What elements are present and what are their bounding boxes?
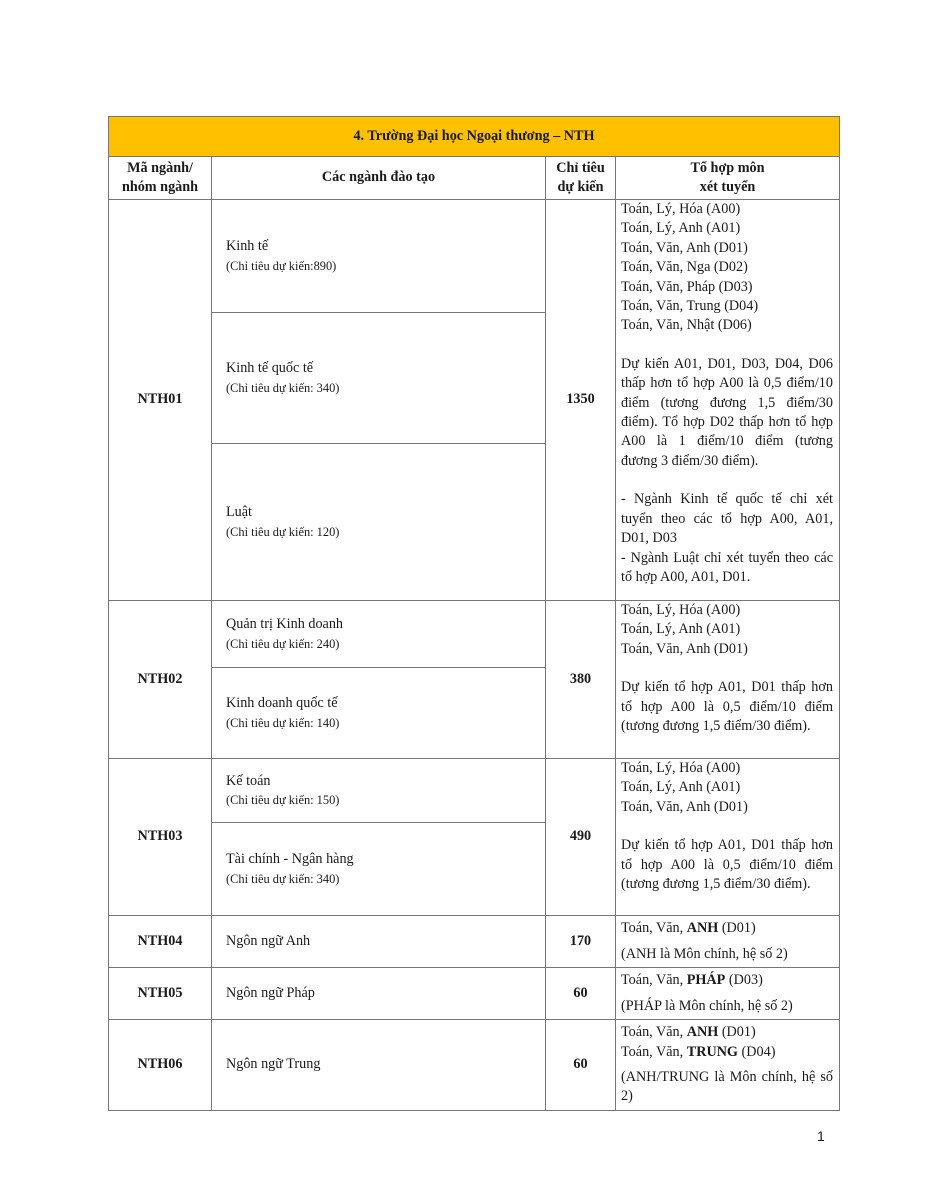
program-name: Kế toán (226, 772, 271, 789)
program-name: Quản trị Kinh doanh (226, 616, 344, 633)
header-line: xét tuyển (699, 179, 756, 195)
header-line: Chỉ tiêu (556, 159, 605, 176)
quota-value: 490 (546, 759, 616, 916)
table-row (109, 601, 840, 668)
program-name: Ngôn ngữ Anh (212, 916, 546, 968)
program-cell (212, 200, 546, 313)
combo-note: Dự kiến tổ hợp A01, D01 thấp hơn tổ hợp A00 là 0,5 điểm/10 điểm (tương đương 1,5 điểm/30 điểm). (621, 837, 833, 893)
combo-line (621, 1023, 833, 1042)
program-quota-note: (Chỉ tiêu dự kiến:890) (226, 258, 337, 273)
program-code: NTH06 (109, 1020, 212, 1111)
column-header-combos (616, 157, 840, 200)
combo-line (621, 919, 833, 938)
program-name: Luật (226, 504, 252, 521)
quota-value: 60 (546, 968, 616, 1020)
title-row (109, 117, 840, 157)
combo-cell (616, 759, 840, 916)
quota-value: 170 (546, 916, 616, 968)
combo-line: Toán, Lý, Anh (A01) (621, 220, 741, 237)
column-header-quota (546, 157, 616, 200)
combo-note: - Ngành Kinh tế quốc tế chỉ xét tuyển theo các tổ hợp A00, A01, D01, D03 (621, 491, 833, 547)
table-row (109, 759, 840, 823)
combo-note: (PHÁP là Môn chính, hệ số 2) (621, 997, 793, 1014)
main-subject: PHÁP (686, 972, 726, 989)
combo-cell (616, 916, 840, 968)
program-quota-note: (Chỉ tiêu dự kiến: 340) (226, 380, 340, 395)
program-name: Kinh tế (226, 238, 269, 255)
quota-value: 60 (546, 1020, 616, 1111)
header-line: nhóm ngành (121, 179, 199, 195)
combo-cell (616, 1020, 840, 1111)
program-quota-note: (Chỉ tiêu dự kiến: 120) (226, 524, 340, 539)
header-line: Mã ngành/ (127, 159, 193, 176)
combo-code: (D04) (737, 1043, 776, 1060)
program-quota-note: (Chỉ tiêu dự kiến: 140) (226, 715, 340, 730)
combo-line: Toán, Văn, Anh (D01) (621, 239, 748, 256)
combo-text: Toán, Văn, (621, 972, 687, 989)
column-header-programs: Các ngành đào tạo (212, 157, 546, 200)
program-quota-note: (Chỉ tiêu dự kiến: 340) (226, 871, 340, 886)
main-subject: TRUNG (686, 1043, 738, 1060)
program-name: Ngôn ngữ Trung (212, 1020, 546, 1111)
combo-note: Dự kiến tổ hợp A01, D01 thấp hơn tổ hợp A00 là 0,5 điểm/10 điểm (tương đương 1,5 điểm/30 điểm). (621, 679, 833, 735)
combo-line: Toán, Lý, Anh (A01) (621, 779, 741, 796)
combo-text: Toán, Văn, (621, 920, 687, 937)
program-cell (212, 601, 546, 668)
combo-line: Toán, Văn, Nga (D02) (621, 259, 748, 276)
header-line: Tổ hợp môn (690, 159, 765, 176)
table-title: 4. Trường Đại học Ngoại thương – NTH (109, 117, 840, 157)
program-code: NTH02 (109, 601, 212, 759)
main-subject: ANH (686, 1024, 719, 1041)
column-header-row (109, 157, 840, 200)
combo-line: Toán, Văn, Pháp (D03) (621, 278, 753, 295)
combo-line (621, 1043, 833, 1062)
combo-code: (D01) (718, 920, 756, 937)
combo-note: (ANH/TRUNG là Môn chính, hệ số 2) (621, 1069, 833, 1105)
combo-line: Toán, Văn, Trung (D04) (621, 298, 759, 315)
program-cell (212, 759, 546, 823)
combo-cell (616, 200, 840, 601)
quota-value: 1350 (546, 200, 616, 601)
program-name: Kinh tế quốc tế (226, 360, 314, 377)
combo-note: (ANH là Môn chính, hệ số 2) (621, 945, 788, 962)
combo-line: Toán, Lý, Hóa (A00) (621, 602, 741, 618)
combo-line: Toán, Lý, Hóa (A00) (621, 201, 741, 217)
program-cell (212, 668, 546, 759)
program-name: Kinh doanh quốc tế (226, 695, 338, 712)
program-code: NTH05 (109, 968, 212, 1020)
combo-cell (616, 968, 840, 1020)
page-number: 1 (817, 1128, 825, 1144)
combo-text: Toán, Văn, (621, 1043, 687, 1060)
program-name: Ngôn ngữ Pháp (212, 968, 546, 1020)
combo-line: Toán, Lý, Anh (A01) (621, 621, 741, 638)
main-subject: ANH (686, 920, 719, 937)
table-row (109, 1020, 840, 1111)
program-name: Tài chính - Ngân hàng (226, 851, 354, 868)
combo-line: Toán, Lý, Hóa (A00) (621, 760, 741, 776)
table-row (109, 968, 840, 1020)
combo-note: Dự kiến A01, D01, D03, D04, D06 thấp hơn tổ hợp A00 là 0,5 điểm/10 điểm (tương đương 1,5 điểm/30 điểm). Tổ hợp D02 thấp hơn tổ hợp A00 là 1 điểm/10 điểm (tương đương 3 điểm/30 điểm). (621, 355, 833, 469)
program-code: NTH01 (109, 200, 212, 601)
column-header-code (109, 157, 212, 200)
quota-value: 380 (546, 601, 616, 759)
table-row (109, 916, 840, 968)
program-cell (212, 823, 546, 916)
combo-line: Toán, Văn, Anh (D01) (621, 798, 748, 815)
combo-code: (D01) (718, 1024, 756, 1041)
program-cell (212, 313, 546, 444)
combo-code: (D03) (725, 972, 763, 989)
combo-line: Toán, Văn, Anh (D01) (621, 640, 748, 657)
program-cell (212, 444, 546, 601)
combo-text: Toán, Văn, (621, 1024, 687, 1041)
program-quota-note: (Chỉ tiêu dự kiến: 240) (226, 636, 340, 651)
table-row (109, 200, 840, 313)
admissions-table (108, 116, 840, 1111)
combo-note: - Ngành Luật chỉ xét tuyển theo các tổ hợp A00, A01, D01. (621, 549, 833, 585)
combo-cell (616, 601, 840, 759)
program-code: NTH04 (109, 916, 212, 968)
program-quota-note: (Chỉ tiêu dự kiến: 150) (226, 793, 340, 808)
combo-line (621, 971, 833, 990)
combo-line: Toán, Văn, Nhật (D06) (621, 317, 752, 334)
program-code: NTH03 (109, 759, 212, 916)
header-line: dự kiến (557, 179, 604, 195)
